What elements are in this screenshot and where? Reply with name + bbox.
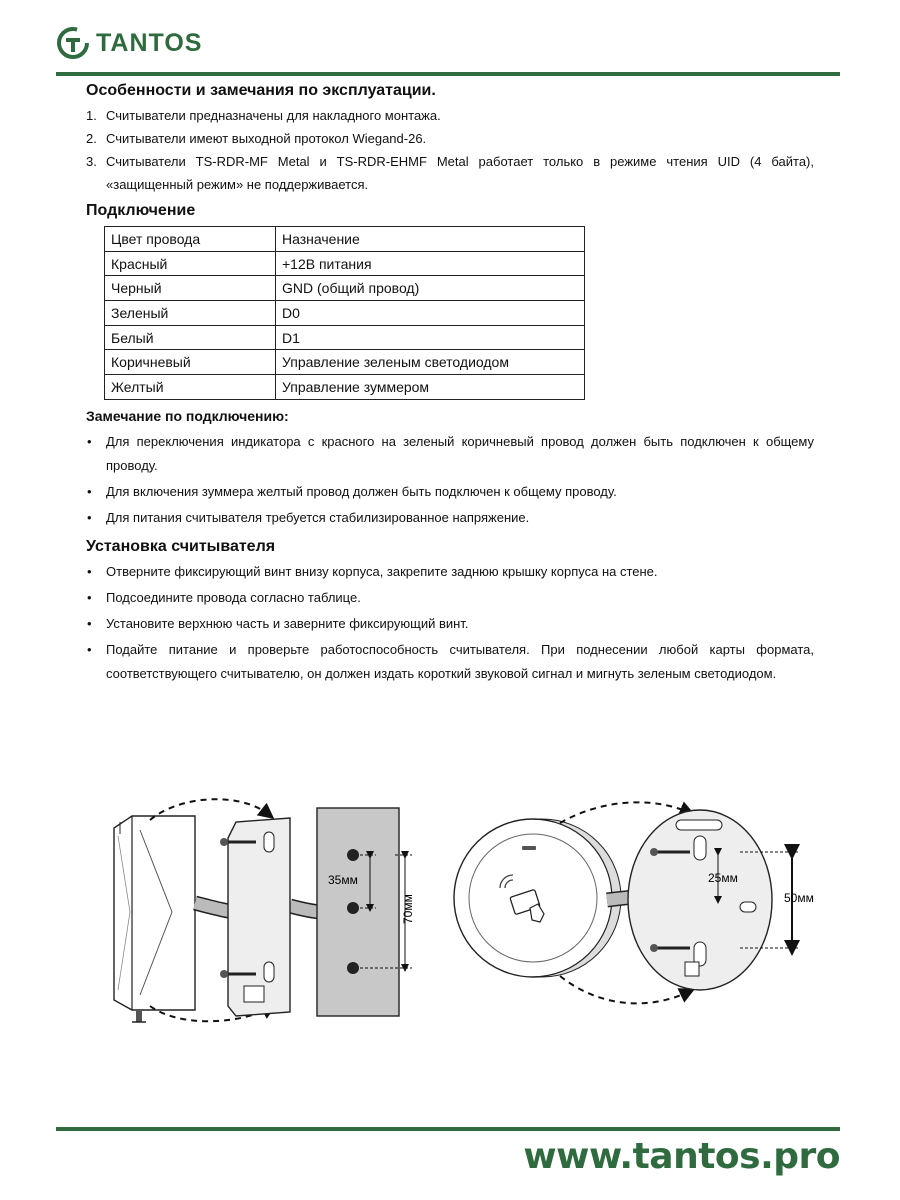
wall-block	[317, 808, 399, 1016]
dimension-70mm: 70мм	[401, 894, 415, 924]
table-cell: Управление зуммером	[276, 375, 585, 400]
dimension-25mm: 25мм	[708, 871, 738, 885]
list-item: • Подсоедините провода согласно таблице.	[87, 589, 361, 605]
table-cell: +12В питания	[276, 251, 585, 276]
features-title: Особенности и замечания по эксплуатации.	[86, 82, 436, 99]
table-cell: Управление зеленым светодиодом	[276, 350, 585, 375]
brand-name: TANTOS	[96, 28, 203, 57]
table-cell: Черный	[105, 276, 276, 301]
list-item: 3. Считыватели TS-RDR-MF Metal и TS-RDR-EHMF Metal работает только в режиме чтения UID (4 байта), «защищенный режим» не поддерживается.	[86, 154, 814, 192]
list-item: • Установите верхнюю часть и заверните фиксирующий винт.	[87, 615, 469, 631]
install-title: Установка считывателя	[86, 537, 276, 555]
footer-url[interactable]: www.tantos.pro	[523, 1136, 840, 1177]
table-cell: GND (общий провод)	[276, 276, 585, 301]
connection-title: Подключение	[86, 202, 196, 219]
list-item: 2. Считыватели имеют выходной протокол Wiegand-26.	[86, 131, 427, 146]
table-cell: Коричневый	[105, 350, 276, 375]
back-plate	[228, 818, 290, 1016]
round-back-plate	[628, 810, 772, 990]
list-item: • Для переключения индикатора с красного на зеленый коричневый провод должен быть подключен к общему проводу.	[87, 433, 814, 473]
table-header-cell: Назначение	[276, 227, 585, 252]
connection-note-title: Замечание по подключению:	[86, 407, 289, 424]
table-cell: Желтый	[105, 375, 276, 400]
table-cell: Красный	[105, 251, 276, 276]
fixing-screw-icon	[132, 1010, 146, 1022]
table-cell: D0	[276, 301, 585, 326]
list-item: • Подайте питание и проверьте работоспособность считывателя. При поднесении любой карты формата, соответствующего считывателю, он должен издать короткий звуковой сигнал и мигнуть зеленым светодиодом.	[87, 641, 814, 681]
list-item: 1. Считыватели предназначены для накладного монтажа.	[86, 108, 441, 123]
table-header-cell: Цвет провода	[105, 227, 276, 252]
square-reader-body	[114, 816, 195, 1010]
list-item: • Для питания считывателя требуется стабилизированное напряжение.	[87, 509, 530, 525]
footer-divider	[56, 1127, 840, 1131]
list-item: • Отверните фиксирующий винт внизу корпуса, закрепите заднюю крышку корпуса на стене.	[87, 563, 658, 579]
table-cell: Белый	[105, 325, 276, 350]
list-item: • Для включения зуммера желтый провод должен быть подключен к общему проводу.	[87, 483, 617, 499]
table-cell: Зеленый	[105, 301, 276, 326]
table-cell: D1	[276, 325, 585, 350]
dimension-35mm: 35мм	[328, 873, 358, 887]
dimension-50mm: 50мм	[784, 891, 814, 905]
